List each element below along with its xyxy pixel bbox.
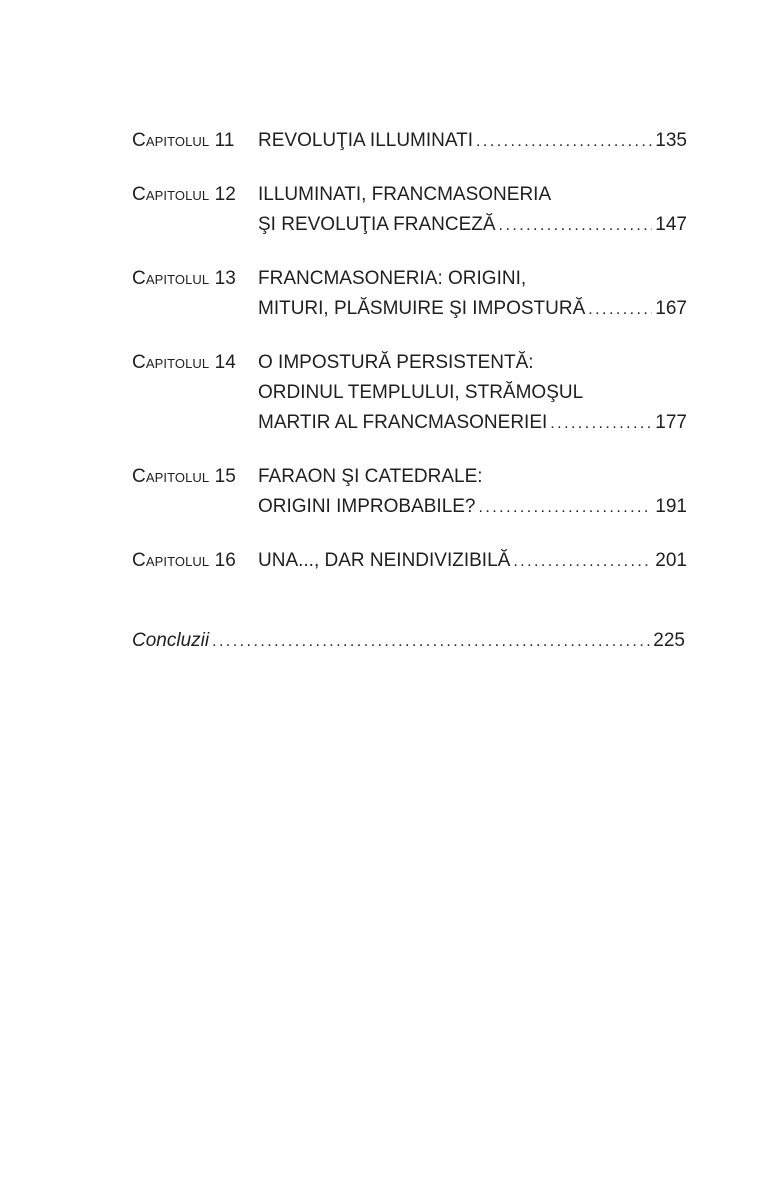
dot-leader <box>212 627 650 657</box>
title-line: O IMPOSTURĂ PERSISTENTĂ: <box>258 352 534 373</box>
chapter-number: 16 <box>214 550 236 571</box>
chapter-title <box>258 126 687 157</box>
toc-entry-chapter-11[interactable] <box>132 126 687 157</box>
page-number: 177 <box>655 412 687 433</box>
chapter-label <box>132 264 258 294</box>
chapter-word: Capitolul <box>132 184 210 205</box>
chapter-word: Capitolul <box>132 352 210 373</box>
title-text: REVOLUŢIA ILLUMINATI <box>258 130 474 151</box>
page-number: 147 <box>655 214 687 235</box>
chapter-label <box>132 348 258 378</box>
chapter-title <box>258 462 687 523</box>
table-of-contents <box>132 126 687 600</box>
dot-leader <box>588 295 652 325</box>
title-text: ŞI REVOLUŢIA FRANCEZĂ <box>258 214 496 235</box>
page-number: 225 <box>653 630 685 651</box>
title-last-line <box>258 210 687 241</box>
page-number: 191 <box>655 496 687 517</box>
title-text: ORIGINI IMPROBABILE? <box>258 496 476 517</box>
chapter-label <box>132 546 258 576</box>
title-line: ORDINUL TEMPLULUI, STRĂMOŞUL <box>258 382 584 403</box>
page-number: 201 <box>655 550 687 571</box>
conclusion-label: Concluzii <box>132 630 210 651</box>
chapter-label <box>132 180 258 210</box>
chapter-word: Capitolul <box>132 268 210 289</box>
chapter-word: Capitolul <box>132 130 210 151</box>
chapter-title <box>258 264 687 325</box>
chapter-number: 13 <box>214 268 236 289</box>
chapter-number: 11 <box>214 130 235 151</box>
toc-entry-chapter-13[interactable] <box>132 264 687 325</box>
dot-leader <box>499 211 653 241</box>
toc-entry-chapter-14[interactable] <box>132 348 687 439</box>
dot-leader <box>550 409 652 439</box>
chapter-number: 12 <box>214 184 236 205</box>
toc-entry-chapter-15[interactable] <box>132 462 687 523</box>
chapter-title <box>258 348 687 439</box>
title-line: FARAON ŞI CATEDRALE: <box>258 466 483 487</box>
dot-leader <box>513 547 652 577</box>
dot-leader <box>476 127 652 157</box>
chapter-label <box>132 126 258 156</box>
chapter-word: Capitolul <box>132 466 210 487</box>
chapter-number: 15 <box>214 466 236 487</box>
title-text: MARTIR AL FRANCMASONERIEI <box>258 412 548 433</box>
title-last-line <box>258 126 687 157</box>
page-number: 167 <box>655 298 687 319</box>
dot-leader <box>479 493 653 523</box>
title-last-line <box>258 492 687 523</box>
title-line: ILLUMINATI, FRANCMASONERIA <box>258 184 552 205</box>
title-last-line <box>258 546 687 577</box>
chapter-title <box>258 180 687 241</box>
chapter-title <box>258 546 687 577</box>
page-number: 135 <box>655 130 687 151</box>
title-last-line <box>258 408 687 439</box>
toc-entry-chapter-12[interactable] <box>132 180 687 241</box>
title-last-line <box>258 294 687 325</box>
chapter-word: Capitolul <box>132 550 210 571</box>
chapter-label <box>132 462 258 492</box>
title-text: UNA..., DAR NEINDIVIZIBILĂ <box>258 550 511 571</box>
chapter-number: 14 <box>214 352 236 373</box>
toc-entry-chapter-16[interactable] <box>132 546 687 577</box>
title-line: FRANCMASONERIA: ORIGINI, <box>258 268 527 289</box>
toc-entry-conclusion[interactable] <box>132 626 685 657</box>
title-text: MITURI, PLĂSMUIRE ŞI IMPOSTURĂ <box>258 298 586 319</box>
